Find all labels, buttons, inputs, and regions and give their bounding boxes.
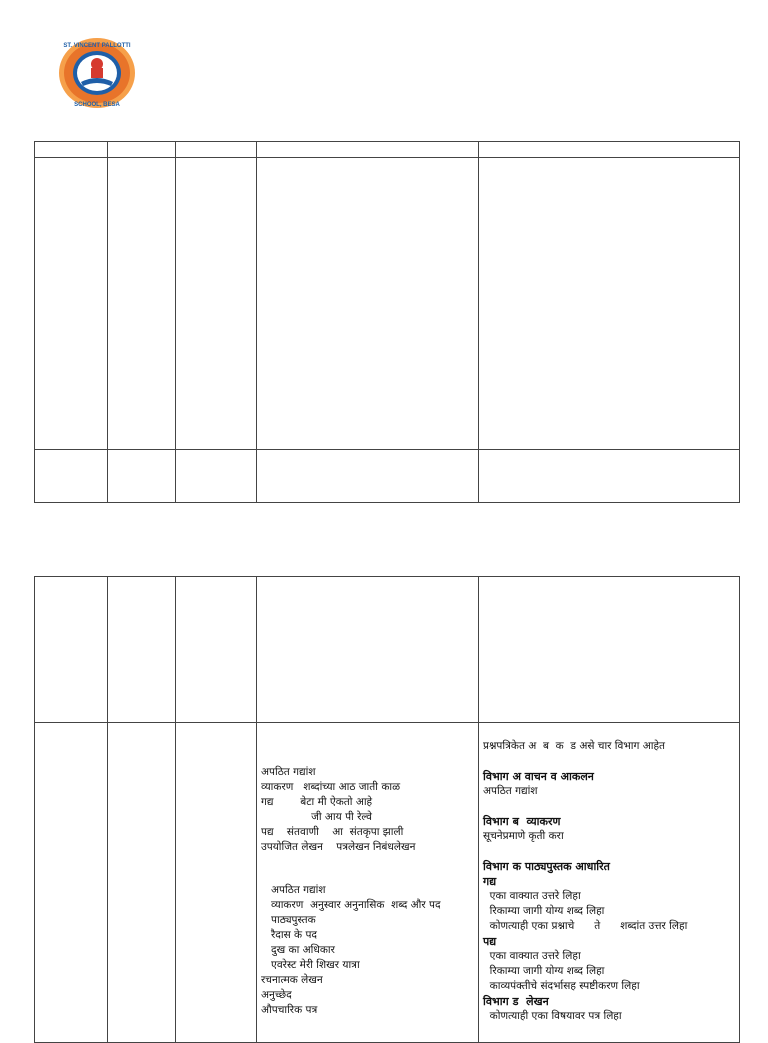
table-cell xyxy=(35,577,108,723)
table-cell xyxy=(257,577,479,723)
table-cell xyxy=(257,158,479,450)
table-bottom xyxy=(34,576,740,1043)
prose-title: गद्य xyxy=(483,875,497,888)
svg-text:ST. VINCENT PALLOTTI: ST. VINCENT PALLOTTI xyxy=(63,43,131,49)
table-cell xyxy=(176,142,257,158)
table-cell xyxy=(35,158,108,450)
syllabus-line: व्याकरण अनुस्वार अनुनासिक शब्द और पद xyxy=(261,899,441,911)
syllabus-line: रैदास के पद xyxy=(261,929,317,941)
table-cell xyxy=(479,577,740,723)
section-c-title: विभाग क पाठ्यपुस्तक आधारित xyxy=(483,860,610,873)
table-cell xyxy=(479,158,740,450)
table-cell xyxy=(35,723,108,1043)
syllabus-line: व्याकरण शब्दांच्या आठ जाती काळ xyxy=(261,781,401,793)
table-row xyxy=(35,723,740,1043)
poetry-item: एका वाक्यात उत्तरे लिहा xyxy=(483,950,581,962)
prose-item: कोणत्याही एका प्रश्नाचे ते शब्दांत उत्तर लिहा xyxy=(483,920,688,932)
table-cell xyxy=(479,142,740,158)
prose-item: रिकाम्या जागी योग्य शब्द लिहा xyxy=(483,905,605,917)
table-cell xyxy=(35,450,108,503)
table-cell xyxy=(108,577,176,723)
table-cell xyxy=(257,142,479,158)
school-logo xyxy=(56,36,138,110)
table-cell xyxy=(257,450,479,503)
table-cell xyxy=(176,450,257,503)
spacer xyxy=(483,754,739,769)
prose-item: एका वाक्यात उत्तरे लिहा xyxy=(483,890,581,902)
table-row xyxy=(35,450,740,503)
table-cell xyxy=(176,723,257,1043)
table-cell xyxy=(176,158,257,450)
table-cell xyxy=(479,450,740,503)
table-cell xyxy=(108,142,176,158)
syllabus-line: एवरेस्ट मेरी शिखर यात्रा xyxy=(261,959,360,971)
table-row xyxy=(35,142,740,158)
syllabus-line: जी आय पी रेल्वे xyxy=(261,811,372,823)
syllabus-line: रचनात्मक लेखन xyxy=(261,974,323,986)
syllabus-line: औपचारिक पत्र xyxy=(261,1004,318,1016)
section-b-title: विभाग ब व्याकरण xyxy=(483,815,561,828)
syllabus-line: उपयोजित लेखन पत्रलेखन निबंधलेखन xyxy=(261,841,416,853)
exam-pattern-cell xyxy=(479,723,740,1043)
table-top xyxy=(34,141,740,503)
syllabus-line: दुख का अधिकार xyxy=(261,944,335,956)
table-cell xyxy=(108,158,176,450)
table-row xyxy=(35,158,740,450)
syllabus-line: अनुच्छेद xyxy=(261,989,292,1001)
section-a-title: विभाग अ वाचन व आकलन xyxy=(483,770,594,783)
syllabus-line: गद्य बेटा मी ऐकतो आहे xyxy=(261,796,373,808)
syllabus-line: अपठित गद्यांश xyxy=(261,766,316,778)
syllabus-line: पाठ्यपुस्तक xyxy=(261,914,316,926)
spacer xyxy=(483,844,739,859)
syllabus-line: पद्य संतवाणी आ संतकृपा झाली xyxy=(261,826,404,838)
section-d-item: कोणत्याही एका विषयावर पत्र लिहा xyxy=(483,1010,622,1022)
poetry-title: पद्य xyxy=(483,935,497,948)
syllabus-line: अपठित गद्यांश xyxy=(261,884,326,896)
section-b-item: सूचनेप्रमाणे कृती करा xyxy=(483,830,564,842)
table-cell xyxy=(176,577,257,723)
spacer xyxy=(483,799,739,814)
poetry-item: काव्यपंक्तीचे संदर्भासह स्पष्टीकरण लिहा xyxy=(483,980,640,992)
section-a-item: अपठित गद्यांश xyxy=(483,785,538,797)
poetry-item: रिकाम्या जागी योग्य शब्द लिहा xyxy=(483,965,605,977)
section-d-title: विभाग ड लेखन xyxy=(483,995,549,1008)
pattern-intro: प्रश्नपत्रिकेत अ ब क ड असे चार विभाग आहेत xyxy=(483,740,666,752)
table-row xyxy=(35,577,740,723)
svg-text:SCHOOL, BESA: SCHOOL, BESA xyxy=(74,102,120,108)
table-cell xyxy=(108,723,176,1043)
table-cell xyxy=(108,450,176,503)
syllabus-cell xyxy=(257,723,479,1043)
table-cell xyxy=(35,142,108,158)
spacer xyxy=(261,855,478,883)
